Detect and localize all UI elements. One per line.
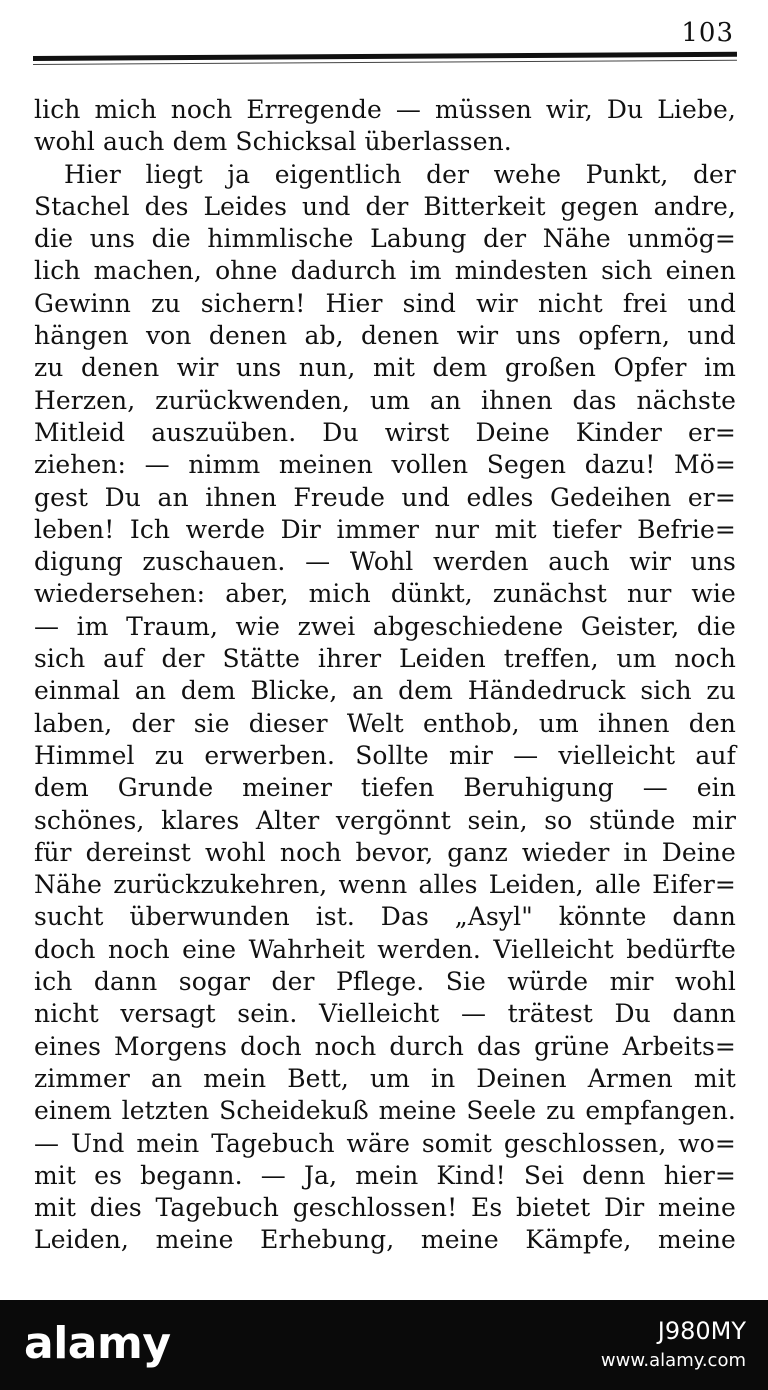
text-line: sich auf der Stätte ihrer Leiden treffen, um noch: [34, 644, 736, 674]
stock-image-id: J980MY: [657, 1317, 746, 1345]
page-number: 103: [681, 18, 734, 48]
text-line: die uns die himmlische Labung der Nähe unmög=: [34, 224, 736, 254]
text-line: ich dann sogar der Pflege. Sie würde mir wohl: [34, 967, 736, 997]
text-line: hängen von denen ab, denen wir uns opfern, und: [34, 321, 736, 351]
text-line: lich machen, ohne dadurch im mindesten sich einen: [34, 256, 736, 286]
text-line: leben! Ich werde Dir immer nur mit tiefer Befrie=: [34, 514, 736, 544]
header-rule-thin: [33, 60, 737, 65]
text-line: wiedersehen: aber, mich dünkt, zunächst nur wie: [34, 579, 736, 609]
site-url: www.alamy.com: [600, 1350, 746, 1371]
text-line: Herzen, zurückwenden, um an ihnen das nächste: [34, 385, 736, 415]
text-line: einmal an dem Blicke, an dem Händedruck sich zu: [34, 676, 736, 706]
text-line: Stachel des Leides und der Bitterkeit gegen andre,: [34, 191, 736, 221]
text-line: — Und mein Tagebuch wäre somit geschlossen, wo=: [34, 1128, 736, 1158]
text-line: doch noch eine Wahrheit werden. Vielleicht bedürfte: [34, 934, 736, 964]
body-text: [34, 94, 736, 1257]
text-line: laben, der sie dieser Welt enthob, um ihnen den: [34, 708, 736, 738]
text-line: Hier liegt ja eigentlich der wehe Punkt, der: [64, 159, 736, 189]
text-line: mit dies Tagebuch geschlossen! Es bietet Dir meine: [34, 1193, 736, 1223]
text-line: nicht versagt sein. Vielleicht — trätest Du dann: [34, 999, 736, 1029]
text-line: zu denen wir uns nun, mit dem großen Opfer im: [34, 353, 736, 383]
text-line: wohl auch dem Schicksal überlassen.: [34, 127, 512, 157]
text-line: lich mich noch Erregende — müssen wir, Du Liebe,: [34, 95, 736, 124]
text-line: für dereinst wohl noch bevor, ganz wieder in Deine: [34, 837, 736, 867]
text-line: eines Morgens doch noch durch das grüne Arbeits=: [34, 1031, 736, 1061]
alamy-logo: alamy: [24, 1318, 171, 1369]
text-line: Himmel zu erwerben. Sollte mir — vielleicht auf: [34, 740, 736, 770]
text-line: — im Traum, wie zwei abgeschiedene Geister, die: [34, 611, 736, 641]
text-line: dem Grunde meiner tiefen Beruhigung — ein: [34, 773, 736, 803]
text-line: Mitleid auszuüben. Du wirst Deine Kinder er=: [34, 417, 736, 447]
text-line: mit es begann. — Ja, mein Kind! Sei denn hier=: [34, 1160, 736, 1190]
text-line: schönes, klares Alter vergönnt sein, so stünde mir: [34, 805, 736, 835]
text-line: digung zuschauen. — Wohl werden auch wir uns: [34, 547, 736, 577]
text-line: Leiden, meine Erhebung, meine Kämpfe, meine: [34, 1225, 736, 1255]
text-line: Gewinn zu sichern! Hier sind wir nicht frei und: [34, 288, 736, 318]
text-line: einem letzten Scheidekuß meine Seele zu empfangen.: [34, 1096, 736, 1126]
text-line: zimmer an mein Bett, um in Deinen Armen mit: [34, 1063, 736, 1093]
text-line: ziehen: — nimm meinen vollen Segen dazu! Mö=: [34, 450, 736, 480]
text-line: sucht überwunden ist. Das „Asyl" könnte dann: [34, 902, 736, 932]
text-line: Nähe zurückzukehren, wenn alles Leiden, alle Eifer=: [34, 870, 736, 900]
text-line: gest Du an ihnen Freude und edles Gedeihen er=: [34, 482, 736, 512]
